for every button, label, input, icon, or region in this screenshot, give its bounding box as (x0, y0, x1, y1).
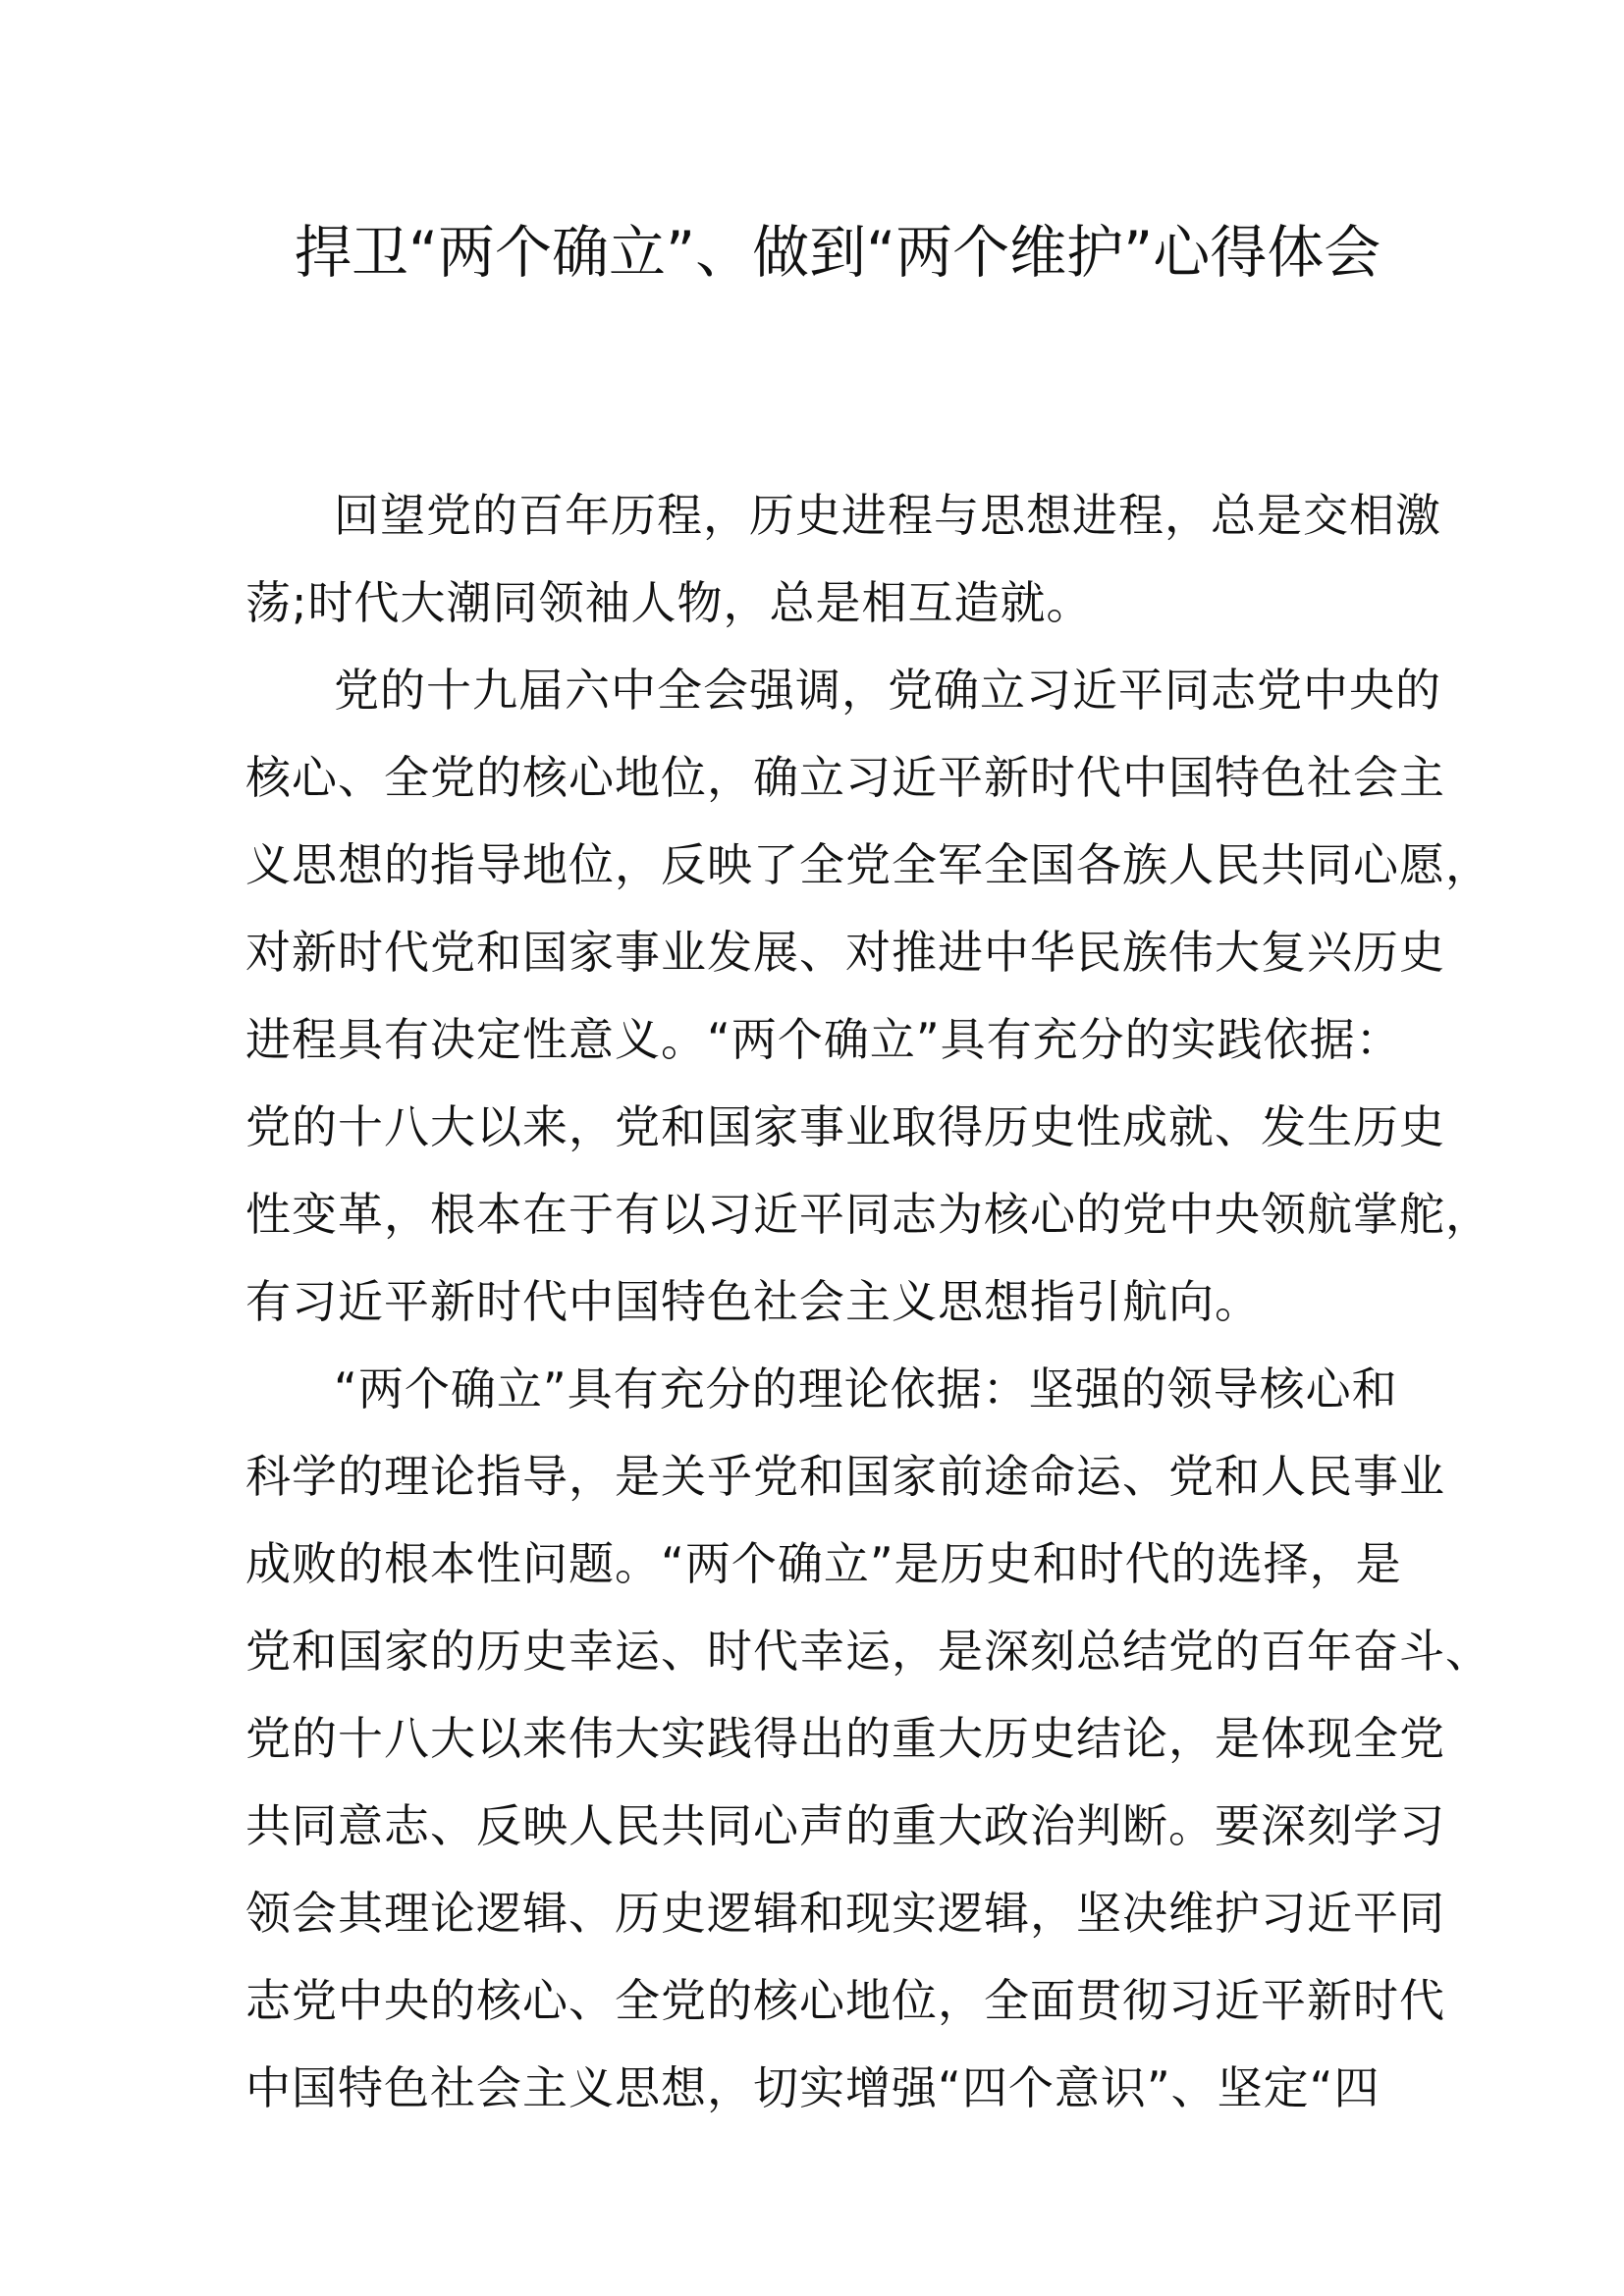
paragraph-line: 中国特色社会主义思想，切实增强“四个意识”、坚定“四 (245, 2061, 1380, 2114)
paragraph-line: 党的十八大以来伟大实践得出的重大历史结论，是体现全党 (245, 1712, 1445, 1765)
paragraph-line: 党和国家的历史幸运、时代幸运，是深刻总结党的百年奋斗、 (245, 1625, 1491, 1678)
paragraph-line: 进程具有决定性意义。“两个确立”具有充分的实践依据： (245, 1013, 1402, 1066)
paragraph-line: “两个确立”具有充分的理论依据：坚强的领导核心和 (334, 1362, 1398, 1415)
paragraph-line: 有习近平新时代中国特色社会主义思想指引航向。 (245, 1275, 1261, 1328)
document-title: 捍卫“两个确立”、做到“两个维护”心得体会 (295, 219, 1381, 286)
paragraph-line: 性变革，根本在于有以习近平同志为核心的党中央领航掌舵， (245, 1188, 1491, 1241)
paragraph-line: 共同意志、反映人民共同心声的重大政治判断。要深刻学习 (245, 1799, 1445, 1852)
paragraph-line: 义思想的指导地位，反映了全党全军全国各族人民共同心愿， (245, 838, 1491, 891)
paragraph-line: 领会其理论逻辑、历史逻辑和现实逻辑，坚决维护习近平同 (245, 1887, 1445, 1940)
paragraph-line: 成败的根本性问题。“两个确立”是历史和时代的选择，是 (245, 1537, 1402, 1590)
paragraph-line: 党的十八大以来，党和国家事业取得历史性成就、发生历史 (245, 1100, 1445, 1153)
paragraph-line: 党的十九届六中全会强调，党确立习近平同志党中央的 (334, 664, 1441, 717)
paragraph-line: 回望党的百年历程，历史进程与思想进程，总是交相激 (334, 489, 1441, 542)
paragraph-line: 科学的理论指导，是关乎党和国家前途命运、党和人民事业 (245, 1450, 1445, 1503)
paragraph-line: 荡;时代大潮同领袖人物，总是相互造就。 (245, 576, 1093, 629)
paragraph-line: 核心、全党的核心地位，确立习近平新时代中国特色社会主 (245, 751, 1445, 804)
paragraph-line: 对新时代党和国家事业发展、对推进中华民族伟大复兴历史 (245, 926, 1445, 979)
paragraph-line: 志党中央的核心、全党的核心地位，全面贯彻习近平新时代 (245, 1974, 1445, 2027)
